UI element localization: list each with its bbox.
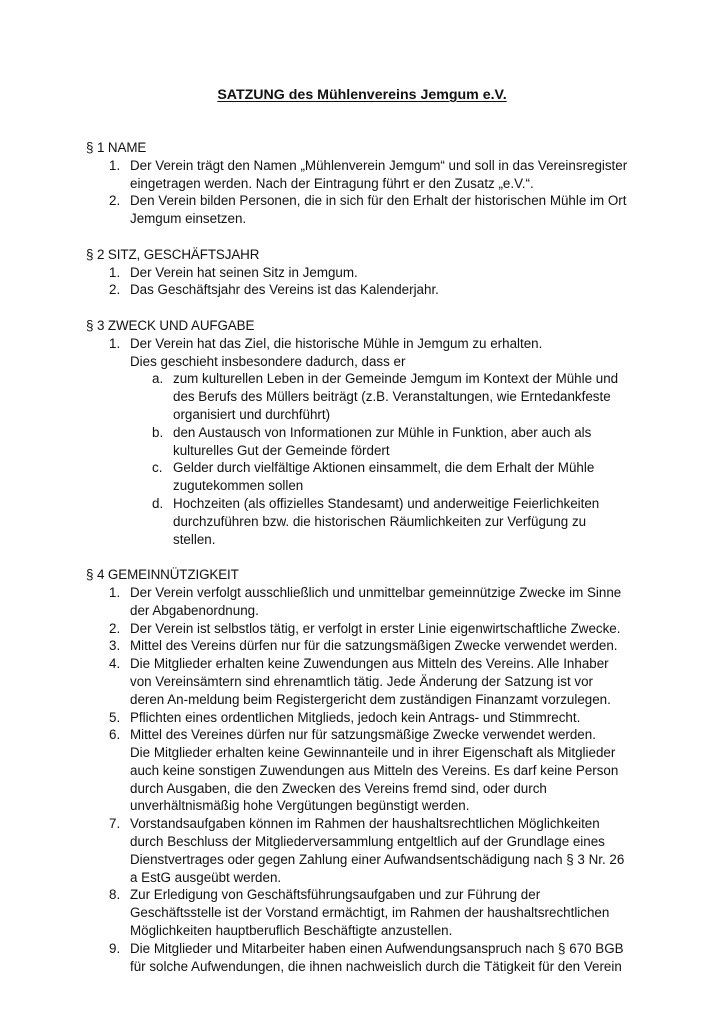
item-text: Das Geschäftsjahr des Vereins ist das Kalenderjahr.	[130, 282, 439, 298]
section-heading: § 2 SITZ, GESCHÄFTSJAHR	[86, 246, 260, 262]
item-text: Die Mitglieder erhalten keine Gewinnanteile und in ihrer Eigenschaft als Mitglieder auch keine sonstigen Zuwendungen aus Mitteln des Vereins. Es darf keine Person durch Ausgaben, die den Zwecken des Vereins fremd sind, oder durch unverhältnismäßig hohe Vergütungen begünstigt werden.	[130, 745, 619, 814]
subitem-text: Hochzeiten (als offizielles Standesamt) und anderweitige Feierlichkeiten durchzuführen bzw. die historischen Räumlichkeiten zur Verfügung zu stellen.	[173, 495, 600, 547]
item-number: 9.	[109, 940, 121, 956]
item-number: 1.	[109, 264, 121, 280]
item-text: Den Verein bilden Personen, die in sich für den Erhalt der historischen Mühle im Ort Jemgum einsetzen.	[130, 193, 627, 227]
item-text: Der Verein hat seinen Sitz in Jemgum.	[130, 264, 358, 280]
section-name	[86, 139, 646, 228]
item-number: 3.	[109, 638, 121, 654]
list-item	[109, 584, 646, 620]
section-gemeinnuetzigkeit	[86, 566, 646, 975]
list-item	[109, 192, 646, 228]
item-text: Dies geschieht insbesondere dadurch, dass er	[130, 353, 406, 369]
item-number: 1.	[109, 584, 121, 600]
list-item	[109, 620, 646, 638]
list-item	[109, 335, 646, 371]
list-item	[109, 157, 646, 193]
item-text: Die Mitglieder erhalten keine Zuwendungen aus Mitteln des Vereins. Alle Inhaber von Vereinsämtern sind ehrenamtlich tätig. Jede Änderung der Satzung ist vor deren An-meldung beim Registergericht dem zuständigen Finanzamt vorzulegen.	[130, 656, 611, 707]
document-body	[86, 139, 646, 993]
section-zweck	[86, 317, 646, 548]
sub-list-item	[152, 424, 646, 460]
item-number: 2.	[109, 620, 121, 636]
item-number: 8.	[109, 887, 121, 903]
list-item	[109, 281, 646, 299]
list-item	[109, 886, 646, 939]
subitem-letter: d.	[152, 495, 164, 511]
list-item	[109, 264, 646, 282]
section-heading: § 1 NAME	[86, 140, 147, 155]
section-sitz	[86, 246, 646, 299]
list-item	[109, 655, 646, 708]
item-text: Der Verein trägt den Namen „Mühlenverein Jemgum“ und soll in das Vereinsregister eingetragen werden. Nach der Eintragung führt er den Zusatz „e.V.“.	[130, 157, 628, 191]
list-item	[109, 940, 646, 976]
item-text: Mittel des Vereines dürfen nur für satzungsmäßige Zwecke verwendet werden.	[130, 727, 596, 743]
item-number: 1.	[109, 157, 121, 173]
item-number: 6.	[109, 727, 121, 743]
list-item	[109, 726, 646, 815]
item-text: Zur Erledigung von Geschäftsführungsaufgaben und zur Führung der Geschäftsstelle ist der Vorstand ermächtigt, im Rahmen der haushaltsrechtlichen Möglichkeiten hauptberuflich Beschäftigte anzustellen.	[130, 887, 610, 939]
item-number: 5.	[109, 709, 121, 725]
subitem-letter: b.	[152, 424, 164, 440]
item-text: Vorstandsaufgaben können im Rahmen der haushaltsrechtlichen Möglichkeiten durch Beschluss der Mitgliederversammlung entgeltlich auf der Grundlage eines Dienstvertrages oder gegen Zahlung einer Aufwandsentschädigung nach § 3 Nr. 26 a EstG ausgeübt werden.	[130, 816, 625, 885]
item-text: Mittel des Vereins dürfen nur für die satzungsmäßigen Zwecke verwendet werden.	[130, 638, 618, 654]
item-number: 7.	[109, 816, 121, 832]
item-number: 4.	[109, 656, 121, 672]
item-text: Die Mitglieder und Mitarbeiter haben einen Aufwendungsanspruch nach § 670 BGB für solche Aufwendungen, die ihnen nachweislich durch die Tätigkeit für den Verein	[130, 940, 624, 974]
sub-list-item	[152, 459, 646, 495]
subitem-letter: a.	[152, 371, 164, 387]
subitem-letter: c.	[152, 460, 163, 476]
list-item	[109, 815, 646, 886]
subitem-text: Gelder durch vielfältige Aktionen einsammelt, die dem Erhalt der Mühle zugutekommen sollen	[173, 460, 595, 494]
subitem-text: den Austausch von Informationen zur Mühle in Funktion, aber auch als kulturelles Gut der Gemeinde fördert	[173, 424, 592, 458]
subitem-text: zum kulturellen Leben in der Gemeinde Jemgum im Kontext der Mühle und des Berufs des Müllers beiträgt (z.B. Veranstaltungen, wie Erntedankfeste organisiert und durchführt)	[173, 371, 619, 422]
item-number: 1.	[109, 335, 121, 351]
sub-list-item	[152, 495, 646, 548]
list-item	[109, 637, 646, 655]
item-number: 2.	[109, 282, 121, 298]
list-item	[109, 709, 646, 727]
document-title: SATZUNG des Mühlenvereins Jemgum e.V.	[217, 87, 507, 103]
item-text: Der Verein verfolgt ausschließlich und unmittelbar gemeinnützige Zwecke im Sinne der Abgabenordnung.	[130, 584, 622, 618]
item-text: Der Verein ist selbstlos tätig, er verfolgt in erster Linie eigenwirtschaftliche Zwecke.	[130, 620, 621, 636]
item-number: 2.	[109, 193, 121, 209]
item-text: Der Verein hat das Ziel, die historische Mühle in Jemgum zu erhalten.	[130, 335, 543, 351]
section-heading: § 3 ZWECK UND AUFGABE	[86, 317, 255, 333]
section-heading: § 4 GEMEINNÜTZIGKEIT	[86, 567, 239, 583]
sub-list-item	[152, 370, 646, 423]
item-text: Pflichten eines ordentlichen Mitglieds, jedoch kein Antrags- und Stimmrecht.	[130, 709, 581, 725]
